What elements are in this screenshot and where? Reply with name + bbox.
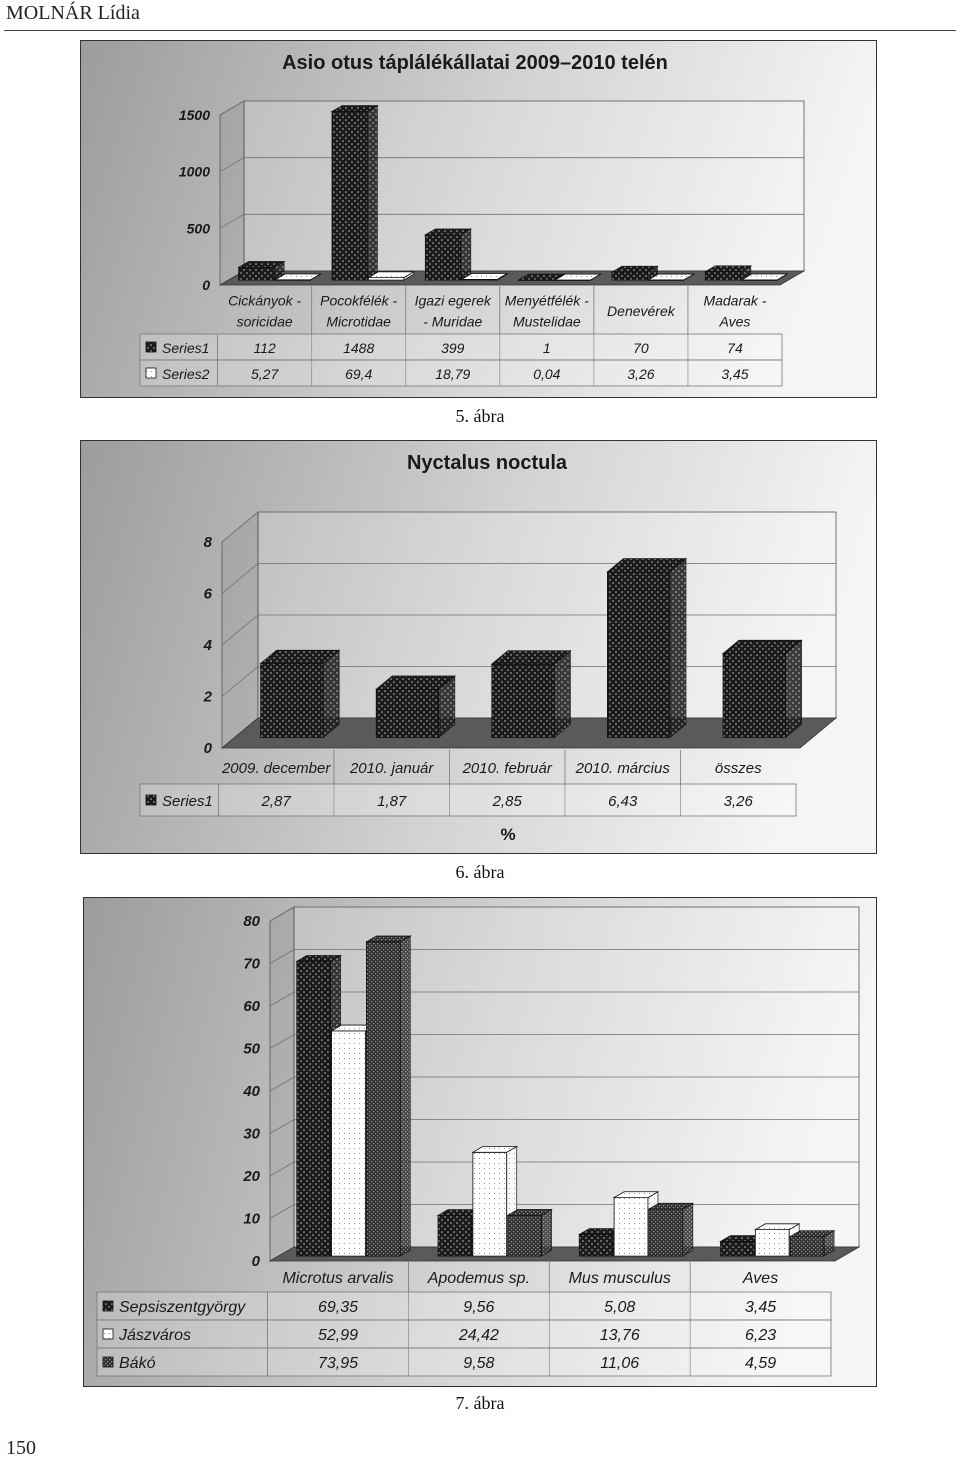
y-tick-label: 70 [243, 955, 260, 973]
table-row [140, 784, 796, 816]
category-label: 2010. január [349, 760, 434, 777]
legend-entry: Series1 [162, 340, 210, 356]
figure-6 [0, 440, 960, 854]
chart-prey-by-location [83, 897, 877, 1387]
data-label: 9,58 [463, 1355, 495, 1372]
data-label: 3,26 [627, 366, 655, 382]
category-label: soricidae [236, 313, 293, 330]
bar-2-0-2 [366, 936, 410, 1256]
legend-entry: Series1 [162, 793, 213, 810]
data-label: 399 [441, 340, 465, 356]
data-label: 1488 [343, 340, 375, 356]
category-label: Mustelidae [512, 313, 581, 330]
category-label: Denevérek [607, 303, 675, 319]
y-tick-label: 1000 [178, 163, 210, 180]
bar-front [473, 1152, 507, 1256]
y-tick-label: 1500 [178, 107, 210, 123]
bar-front [755, 1230, 789, 1256]
category-label: Apodemus sp. [427, 1270, 531, 1287]
bar-front [790, 1237, 824, 1257]
bar-side [400, 936, 410, 1256]
data-label: 13,76 [599, 1327, 640, 1344]
bar-front [612, 272, 647, 280]
category-label: Menyétfélék - [504, 292, 589, 309]
header-author: MOLNÁR Lídia [6, 2, 140, 24]
data-label: 24,42 [458, 1327, 499, 1344]
bar-front [332, 111, 367, 280]
y-tick-label: 4 [203, 637, 212, 654]
bar-front [376, 689, 439, 737]
bar-front [579, 1235, 613, 1257]
page-number: 150 [6, 1437, 36, 1459]
bar-2-2-2 [649, 1203, 693, 1256]
x-axis-label: % [500, 825, 516, 844]
y-tick-label: 8 [203, 534, 212, 551]
category-label: 2009. december [221, 760, 331, 777]
data-label: 0,04 [533, 366, 561, 382]
bar-front [261, 664, 324, 738]
bar-0-2-0 [425, 229, 470, 280]
category-label: Aves [742, 1270, 779, 1287]
data-label: 74 [727, 340, 743, 356]
category-label: összes [714, 760, 762, 777]
bar-side [683, 1203, 693, 1256]
chart-asio-otus [80, 40, 877, 398]
chart-title: Nyctalus noctula [406, 452, 568, 474]
y-tick-label: 20 [243, 1168, 260, 1185]
data-label: 70 [633, 340, 649, 356]
category-label: 2010. február [462, 760, 552, 777]
bar-front [297, 961, 331, 1256]
data-label: 6,23 [745, 1327, 777, 1344]
data-label: 52,99 [318, 1327, 359, 1344]
data-label: 3,45 [745, 1299, 777, 1316]
legend-swatch [103, 1329, 113, 1339]
y-tick-label: 2 [203, 688, 212, 706]
bar-front [607, 572, 670, 738]
bar-1-3-0 [607, 559, 686, 738]
data-label: 2,87 [261, 793, 291, 810]
bar-0-0-0 [239, 262, 284, 281]
data-label: 69,4 [345, 366, 373, 382]
bar-front [614, 1198, 648, 1256]
category-label: 2010. március [575, 760, 670, 777]
y-tick-label: 60 [243, 998, 260, 1015]
bar-0-1-0 [332, 106, 377, 280]
caption-figure-6: 6. ábra [455, 862, 505, 882]
bar-1-0-0 [261, 650, 340, 737]
data-label: 5,27 [251, 366, 279, 382]
bar-0-5-0 [705, 266, 750, 280]
data-label: 73,95 [318, 1355, 359, 1372]
bar-2-1-2 [508, 1210, 552, 1257]
y-tick-label: 0 [251, 1253, 260, 1270]
chart-title: Asio otus táplálékállatai 2009–2010 telén [282, 52, 668, 74]
figure-5 [0, 40, 960, 398]
data-label: 112 [253, 340, 276, 356]
category-label: Cickányok - [228, 292, 302, 309]
legend-entry: Sepsiszentgyörgy [119, 1299, 246, 1316]
legend-swatch [103, 1301, 113, 1311]
category-label: Microtus arvalis [282, 1270, 394, 1287]
y-tick-label: 30 [243, 1125, 260, 1143]
caption-figure-5: 5. ábra [455, 406, 505, 426]
legend-swatch [146, 342, 156, 352]
y-tick-label: 80 [243, 913, 260, 930]
bar-front [438, 1215, 472, 1256]
caption-figure-7: 7. ábra [455, 1393, 505, 1413]
legend-swatch [103, 1357, 113, 1367]
bar-front [239, 267, 274, 280]
bar-front [721, 1241, 755, 1256]
y-tick-label: 50 [243, 1040, 260, 1058]
category-label: Mus musculus [568, 1270, 671, 1287]
bar-1-1-0 [376, 676, 455, 737]
bar-front [492, 664, 555, 737]
legend-swatch [146, 795, 156, 805]
plot-back-wall [244, 101, 804, 271]
bar-side [323, 650, 339, 737]
data-label: 2,85 [492, 793, 522, 810]
y-tick-label: 10 [243, 1210, 260, 1228]
category-label: Igazi egerek [414, 292, 491, 309]
category-label: Madarak - [703, 292, 767, 309]
data-label: 1 [542, 340, 551, 356]
bar-side [461, 229, 471, 280]
data-label: 5,08 [604, 1299, 636, 1316]
category-label: Microtidae [326, 313, 391, 330]
legend-entry: Jászváros [119, 1327, 192, 1344]
figure-7 [0, 897, 960, 1387]
legend-entry: Series2 [162, 366, 210, 382]
y-tick-label: 0 [202, 277, 210, 293]
bar-front [425, 235, 460, 280]
y-tick-label: 40 [243, 1083, 260, 1100]
bar-front [723, 654, 786, 738]
data-label: 69,35 [318, 1299, 359, 1316]
y-tick-label: 500 [186, 220, 210, 237]
legend-entry: Bákó [119, 1355, 156, 1372]
bar-side [786, 640, 802, 737]
y-tick-label: 0 [203, 740, 212, 757]
bar-0-4-0 [612, 266, 657, 280]
bar-front [508, 1215, 542, 1256]
bar-front [366, 942, 400, 1256]
bar-side [367, 106, 377, 280]
bar-side [670, 559, 686, 738]
category-label: Aves [719, 313, 751, 330]
data-label: 3,26 [723, 793, 753, 810]
legend-swatch [146, 368, 156, 378]
bar-1-4-0 [723, 640, 802, 737]
bar-side [554, 651, 570, 738]
header-rule [4, 30, 956, 31]
bar-front [332, 1031, 366, 1256]
data-label: 18,79 [435, 366, 471, 382]
category-label: Pocokfélék - [320, 292, 398, 309]
bar-front [705, 272, 740, 280]
data-label: 4,59 [745, 1355, 777, 1372]
data-label: 1,87 [377, 793, 407, 810]
bar-front [649, 1209, 683, 1256]
plot-side-wall [220, 101, 244, 285]
data-label: 9,56 [463, 1299, 495, 1316]
data-label: 11,06 [600, 1355, 640, 1372]
chart-nyctalus-noctula [80, 440, 877, 854]
category-label: - Muridae [423, 313, 483, 330]
bar-2-3-2 [790, 1231, 834, 1256]
y-tick-label: 6 [203, 585, 212, 603]
data-label: 6,43 [608, 793, 638, 810]
data-label: 3,45 [721, 366, 749, 382]
bar-1-2-0 [492, 651, 571, 738]
bar-side [542, 1210, 552, 1257]
